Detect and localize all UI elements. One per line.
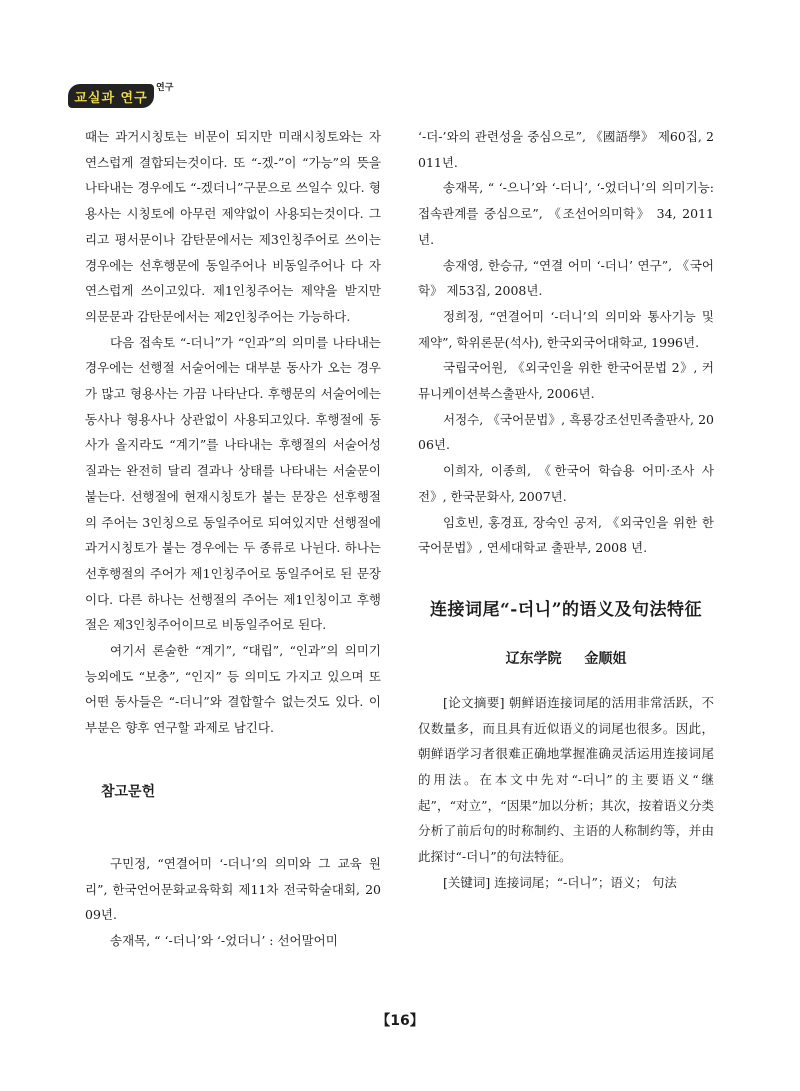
body-paragraph-1: 때는 과거시칭토는 비문이 되지만 미래시칭토와는 자연스럽게 결합되는것이다. 또 “-겠-”이 “가능”의 뜻을 나타내는 경우에도 “-겠더니”구문으로 쓰일수 있다. 형용사는 시칭토에 아무런 제약없이 사용되는것이다. 그리고 평서문이나 감탄문에서는 제3인칭주어로 쓰이는 경우에는 선후행문에 동일주어나 비동일주어나 다 자연스럽게 쓰이고있다. 제1인칭주어는 제약을 받지만 의문문과 감탄문에서는 제2인칭주어는 가능하다.: [85, 129, 381, 324]
journal-logo: [68, 84, 154, 108]
chinese-abstract-title: 连接词尾“-더니”的语义及句法特征: [430, 599, 702, 620]
chinese-abstract-author: 辽东学院 金顺姐: [505, 650, 627, 667]
reference-item: 구민정, “연결어미 ‘-더니’의 의미와 그 교육 원리”, 한국언어문화교육학회 제11차 전국학술대회, 2009년.: [85, 855, 381, 923]
body-paragraph-3: 여기서 론술한 “계기”, “대립”, “인과”의 의미기능외에도 “보충”, “인지” 등 의미도 가지고 있으며 또 어떤 동사들은 “-더니”와 결합할수 없는것도 있다. 이 부분은 향후 연구할 과제로 남긴다.: [85, 643, 381, 736]
reference-item: ‘-더-’와의 관련성을 중심으로”, 《國語學》 제60집, 2011년.: [418, 129, 714, 170]
reference-item: 송재영, 한승규, “연결 어미 ‘-더니’ 연구”, 《국어학》 제53집, 2008년.: [418, 257, 714, 299]
reference-item: 송재목, “ ‘-으니’와 ‘-더니’, ‘-었더니’의 의미기능:접속관계를 중심으로”, 《조선어의미학》 34, 2011년.: [418, 180, 714, 247]
header-mark: 연구: [156, 83, 174, 93]
body-paragraph-2: 다음 접속토 “-더니”가 “인과”의 의미를 나타내는 경우에는 선행절 서술어에는 대부분 동사가 오는 경우가 많고 형용사는 가끔 나타난다. 후행문의 서술어에는 동사나 형용사나 상관없이 사용되고있다. 후행절에 동사가 올지라도 “계기”를 나타내는 후행절의 서술어성질과는 완전히 달리 결과나 상태를 나타내는 서술문이 붙는다. 선행절에 현재시칭토가 붙는 문장은 선후행절의 주어는 3인칭으로 동일주어로 되여있지만 선행절에 과거시칭토가 붙는 경우에는 두 종류로 나뉜다. 하나는 선후행절의 주어가 제1인칭주어로 동일주어로 된 문장이다. 다른 하나는 선행절의 주어는 제1인칭이고 후행절은 제3인칭주어이므로 비동일주어로 된다.: [85, 334, 381, 633]
references-title: 참고문헌: [101, 783, 156, 800]
right-column: [418, 124, 714, 896]
chinese-keywords: [关键词] 连接词尾；“-더니”；语义； 句法: [443, 874, 677, 890]
reference-item: 정희정, “연결어미 ‘-더니’의 의미와 통사기능 및 제약”, 학위론문(석사), 한국외국어대학교, 1996년.: [418, 308, 714, 350]
page-number: 【16】: [376, 1013, 424, 1029]
reference-item: 서정수, 《국어문법》, 흑룡강조선민족출판사, 2006년.: [418, 411, 714, 453]
left-column: [85, 124, 381, 954]
reference-item: 송재목, “ ‘-더니’와 ‘-었더니’ : 선어말어미: [110, 932, 338, 948]
chinese-abstract-body: [论文摘要] 朝鲜语连接词尾的活用非常活跃，不仅数量多，而且具有近似语义的词尾也很多。因此，朝鲜语学习者很难正确地掌握准确灵活运用连接词尾的用法。在本文中先对“-더니”的主要语义“继起”，“对立”，“因果”加以分析；其次，按着语义分类分析了前后句的时称制约、主语的人称制约等，并由此探讨“-더니”的句法特征。: [418, 694, 714, 865]
journal-logo-text: 교실과 연구: [74, 90, 148, 106]
reference-item: 국립국어원, 《외국인을 위한 한국어문법 2》, 커뮤니케이션북스출판사, 2006년.: [418, 360, 714, 402]
reference-item: 임호빈, 홍경표, 장숙인 공저, 《외국인을 위한 한국어문법》, 연세대학교 출판부, 2008 년.: [418, 514, 714, 556]
reference-item: 이희자, 이종희, 《한국어 학습용 어미·조사 사전》, 한국문화사, 2007년.: [418, 463, 714, 504]
